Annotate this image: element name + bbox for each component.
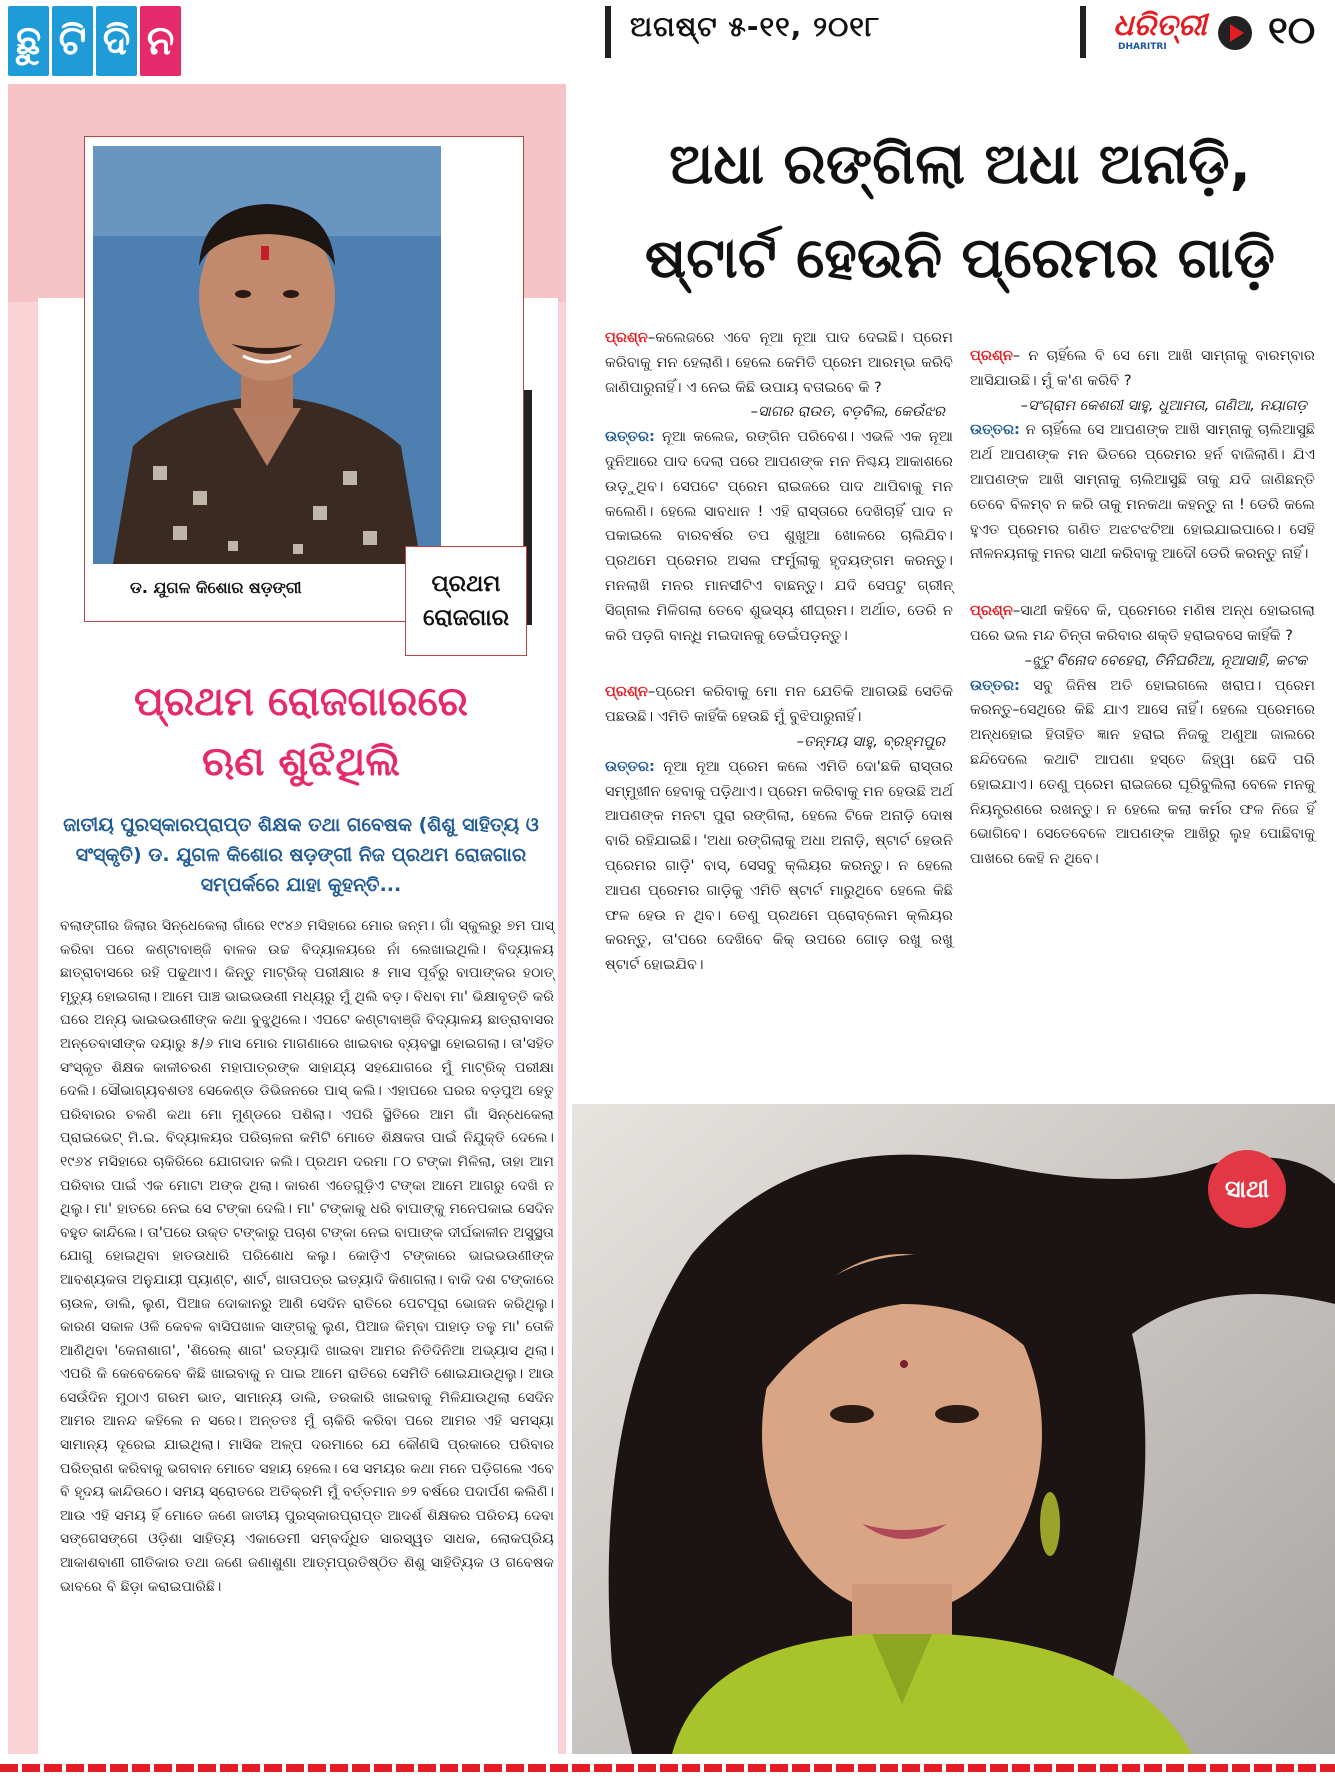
question-sender: –ସଂଗ୍ରାମ କେଶରୀ ସାହୁ, ଧୁଆମତା, ଗଣିଆ, ନୟାଗଡ଼ <box>1020 396 1307 414</box>
play-icon <box>1218 16 1252 50</box>
masthead-divider <box>605 6 611 58</box>
question-sender: –ସାଗର ରାଉତ, ବଡ଼ବିଲ, କେଉଁଝର <box>750 403 945 421</box>
question-label: ପ୍ରଶ୍ନ <box>970 347 1013 364</box>
masthead-divider <box>1080 6 1086 58</box>
qa-entry <box>970 599 1315 872</box>
question-sender: –ତନ୍ମୟ ସାହୁ, ବ୍ରହ୍ମପୁର <box>796 732 945 750</box>
answer-label: ଉତ୍ତର: <box>970 676 1020 694</box>
qa-entry <box>970 344 1315 567</box>
question <box>970 344 1315 394</box>
question-label: ପ୍ରଶ୍ନ <box>605 683 648 701</box>
question <box>970 599 1315 649</box>
answer <box>970 674 1315 872</box>
logo-letter: ଦି <box>96 6 137 76</box>
logo-letter: ଟି <box>52 6 93 76</box>
answer-label: ଉତ୍ତର: <box>970 421 1020 439</box>
qa-entry <box>605 326 953 648</box>
answer-label: ଉତ୍ତର: <box>605 428 655 446</box>
answer-text: ନ ଚାହିଁଲେ ସେ ଆପଣଙ୍କ ଆଖି ସାମ୍ନାକୁ ଚାଲିଆସୁଛି ଅର୍ଥ ଆପଣଙ୍କ ମନ ଭିତରେ ପ୍ରେମର ହର୍ନ ବାଜିଲାଣି। ଯିଏ ଆପଣଙ୍କ ଆଖି ସାମ୍ନାକୁ ଚାଲିଆସୁଛି ତାକୁ ଯଦି ଜାଣିଛନ୍ତି ତେବେ ବିଳମ୍ବ ନ କରି ତାକୁ ମନକଥା କହନ୍ତୁ ନା ! ଡେରି କଲେ ହୁଏତ ପ୍ରେମର ଗଣିତ ଅଝଟଝଟିଆ ହୋଇଯାଇପାରେ। ସେହି ନୀଳନୟନାକୁ ମନର ସାଥୀ କରିବାକୁ ଆଦୌ ଡେରି କରନ୍ତୁ ନାହିଁ। <box>970 421 1316 563</box>
question-sender: –ଝୁଟୁ ବିନୋଦ ବେହେରା, ତିନିଘରିଆ, ନୂଆସାହି, କଟକ <box>1024 651 1307 669</box>
question-text: –ସାଥୀ କହିବେ କି, ପ୍ରେମରେ ମଣିଷ ଅନ୍ଧ ହୋଇଗଲା ପରେ ଭଲ ମନ୍ଦ ଚିନ୍ତା କରିବାର ଶକ୍ତି ହରାଇବସେ କାହିଁକି ? <box>970 602 1315 644</box>
portrait-caption: ଡ. ଯୁଗଳ କିଶୋର ଷଡ଼ଙ୍ଗୀ <box>130 578 302 597</box>
qa-entry <box>605 680 953 978</box>
logo-letter: ନ <box>140 6 181 76</box>
left-intro: ଜାତୀୟ ପୁରସ୍କାରପ୍ରାପ୍ତ ଶିକ୍ଷକ ତଥା ଗବେଷକ (ଶିଶୁ ସାହିତ୍ୟ ଓ ସଂସ୍କୃତି) ଡ. ଯୁଗଳ କିଶୋର ଷଡ଼ଙ୍ଗୀ ନିଜ ପ୍ରଥମ ରୋଜଗାର ସମ୍ପର୍କରେ ଯାହା କୁହନ୍ତି... <box>63 814 539 896</box>
question <box>605 326 953 400</box>
left-headline <box>56 672 546 792</box>
question-text: – ନ ଚାହିଁଲେ ବି ସେ ମୋ ଆଖି ସାମ୍ନାକୁ ବାରମ୍ବାର ଆସିଯାଉଛି। ମୁଁ କ'ଣ କରିବି ? <box>970 347 1315 389</box>
answer-text: ସବୁ ଜିନିଷ ଅତି ହୋଇଗଲେ ଖରାପ। ପ୍ରେମ କରନ୍ତୁ–ସେଥିରେ କିଛି ଯାଏ ଆସେ ନାହିଁ। ହେଲେ ପ୍ରେମରେ ଅନ୍ଧହୋଇ ହିତାହିତ ଜ୍ଞାନ ହରାଇ ନିଜକୁ ଅଣୁଆ ଜାଲରେ ଛନ୍ଦିଦେଲେ କଥାଟି ଆପଣା ହସ୍ତେ ଜିହ୍ୱା ଛେଦି ପରି ହୋଇଯାଏ। ତେଣୁ ପ୍ରେମ ରାଇଜରେ ଘୂରିବୁଲିଲା ବେଳେ ମନକୁ ନିୟନ୍ତ୍ରଣରେ ରଖନ୍ତୁ। ନ ହେଲେ କଲା କର୍ମର ଫଳ ନିଜେ ହିଁ ଭୋଗିବେ। ସେତେବେଳେ ଆପଣଙ୍କ ଆଖିରୁ ଲୁହ ପୋଛିବାକୁ ପାଖରେ କେହି ନ ଥିବେ। <box>970 676 1315 868</box>
question-text: –କଲେଜରେ ଏବେ ନୂଆ ନୂଆ ପାଦ ଦେଇଛି। ପ୍ରେମ କରିବାକୁ ମନ ହେଲାଣି। ହେଲେ କେମିତି ପ୍ରେମ ଆରମ୍ଭ କରିବି ଜାଣିପାରୁନାହିଁ। ଏ ନେଇ କିଛି ଉପାୟ ବତାଇବେ କି ? <box>605 329 953 396</box>
question-text: –ପ୍ରେମ କରିବାକୁ ମୋ ମନ ଯେତିକି ଆଗଉଛି ସେତିକି ପଛଉଛି। ଏମିତି କାହିଁକି ହେଉଛି ମୁଁ ବୁଝିପାରୁନାହିଁ। <box>605 683 953 726</box>
main-headline <box>600 118 1320 306</box>
answer-text: ନୂଆ କଲେଜ, ରଙ୍ଗିନ ପରିବେଶ। ଏଭଳି ଏକ ନୂଆ ଦୁନିଆରେ ପାଦ ଦେଲା ପରେ ଆପଣଙ୍କ ମନ ନିଶ୍ଚୟ ଆକାଶରେ ଉଡ଼ୁଥିବ। ସେପଟେ ପ୍ରେମ ରାଇଜରେ ପାଦ ଥାପିବାକୁ ମନ କଲେଣି। ହେଲେ ସାବଧାନ ! ଏହି ରାସ୍ତାରେ ଦେଖିଚାହିଁ ପାଦ ନ ପକାଇଲେ ବାରବର୍ଷର ତପ ଶୁଖୁଆ ଖୋଳରେ ଚାଲିଯିବ। ପ୍ରଥମେ ପ୍ରେମର ଅସଲ ଫର୍ମୁଲାକୁ ହୃଦୟଙ୍ଗମ କରନ୍ତୁ। ମନଲାଖି ମନର ମାନସୀଟିଏ ବାଛନ୍ତୁ। ଯଦି ସେପଟୁ ଗ୍ରୀନ୍ ସିଗ୍ନାଲ ମିଳିଗଲା ତେବେ ଶୁଭସ୍ୟ ଶୀଘ୍ରମ। ଅର୍ଥାତ, ଡେରି ନ କରି ପଡ଼ଗି ବାନ୍ଧି ମଇଦାନକୁ ଡେଇଁପଡ଼ନ୍ତୁ। <box>605 428 953 644</box>
question <box>605 680 953 730</box>
left-headline-line: ପ୍ରଥମ ରୋଜଗାରରେ <box>133 679 468 725</box>
issue-date: ଅଗଷ୍ଟ ୫-୧୧, ୨୦୧୮ <box>630 10 881 43</box>
logo-letter: ଛୁ <box>8 6 49 76</box>
left-article-body: ବଲାଙ୍ଗୀର ଜିଲାର ସିନ୍ଧେକେଲା ଗାଁରେ ୧୯୪୬ ମସିହାରେ ମୋର ଜନ୍ମ। ଗାଁ ସ୍କୁଲରୁ ୭ମ ପାସ୍ କରିବା ପରେ କଣ୍ଟାବାଞ୍ଜି ବାଳକ ଉଚ୍ଚ ବିଦ୍ୟାଳୟରେ ନାଁ ଲେଖାଇଥିଲି। ବିଦ୍ୟାଳୟ ଛାତ୍ରାବାସରେ ରହି ପଢୁଥାଏ। କିନ୍ତୁ ମାଟ୍ରିକ୍ ପରୀକ୍ଷାର ୫ ମାସ ପୂର୍ବରୁ ବାପାଙ୍କର ହଠାତ୍ ମୃତ୍ୟୁ ହୋଇଗଲା। ଆମେ ପାଞ୍ଚ ଭାଇଭଉଣୀ ମଧ୍ୟରୁ ମୁଁ ଥିଲି ବଡ଼। ବିଧବା ମା' ଭିକ୍ଷାବୃତ୍ତି କରି ଘରେ ଅନ୍ୟ ଭାଇଭଉଣୀଙ୍କ କଥା ବୁଝୁଥିଲେ। ଏପଟେ କଣ୍ଟାବାଞ୍ଜି ବିଦ୍ୟାଳୟ ଛାତ୍ରାବାସର ଅନ୍ତେବାସୀଙ୍କ ଦୟାରୁ ୫/୬ ମାସ ମୋର ମାଗଣାରେ ଖାଇବାର ବ୍ୟବସ୍ଥା ହୋଇଗଲା। ତା'ସହିତ ସଂସ୍କୃତ ଶିକ୍ଷକ କାଳୀଚରଣ ମହାପାତ୍ରଙ୍କ ସାହାଯ୍ୟ ସହଯୋଗରେ ମୁଁ ମାଟ୍ରିକ୍ ପରୀକ୍ଷା ଦେଲି। ସୌଭାଗ୍ୟବଶତଃ ସେକେଣ୍ଡ ଡିଭିଜନରେ ପାସ୍ କଲି। ଏହାପରେ ଘରର ବଡ଼ପୁଅ ହେତୁ ପରିବାରର ଚଳଣି କଥା ମୋ ମୁଣ୍ଡରେ ପଶିଲା। ଏପରି ସ୍ଥିତିରେ ଆମ ଗାଁ ସିନ୍ଧେକେଲା ପ୍ରାଇଭେଟ୍ ମି.ଇ. ବିଦ୍ୟାଳୟର ପରିଚାଳନା କମିଟି ମୋତେ ଶିକ୍ଷକତା ପାଇଁ ନିଯୁକ୍ତି ଦେଲେ। ୧୯୬୪ ମସିହାରେ ଚାକିରିରେ ଯୋଗଦାନ କଲି। ପ୍ରଥମ ଦରମା ୮୦ ଟଙ୍କା ମିଳିଲା, ତାହା ଆମ ପରିବାର ପାଇଁ ଏକ ମୋଟା ଅଙ୍କ ଥିଲା। କାରଣ ଏତେଗୁଡ଼ିଏ ଟଙ୍କା ଆମେ ଆଗରୁ ଦେଖି ନ ଥିଲୁ। ମା' ହାତରେ ନେଇ ସେ ଟଙ୍କା ଦେଲି। ମା' ଟଙ୍କାକୁ ଧରି ବାପାଙ୍କୁ ମନେପକାଇ ସେଦିନ ବହୁତ କାନ୍ଦିଲେ। ତା'ପରେ ଉକ୍ତ ଟଙ୍କାରୁ ପଚାଶ ଟଙ୍କା ନେଇ ବାପାଙ୍କ ଦୀର୍ଘକାଳୀନ ଅସୁସ୍ଥତା ଯୋଗୁ ହୋଇଥିବା ହାତଉଧାରି ପରିଶୋଧ କଲୁ। କୋଡ଼ିଏ ଟଙ୍କାରେ ଭାଇଭଉଣୀଙ୍କ ଆବଶ୍ୟକତା ଅନୁଯାୟୀ ପ୍ୟାଣ୍ଟ, ଶାର୍ଟ, ଖାତାପତ୍ର ଇତ୍ୟାଦି କିଣାଗଲା। ବାକି ଦଶ ଟଙ୍କାରେ ଚାଉଳ, ଡାଲି, ଲୁଣ, ପିଆଜ ଦୋକାନରୁ ଆଣି ସେଦିନ ରାତିରେ ପେଟପୂରା ଭୋଜନ କରିଥିଲୁ। କାରଣ ସକାଳ ଓଳି କେବଳ ବାସିପଖାଳ ସାଙ୍ଗକୁ ଲୁଣ, ପିଆଜ କିମ୍ବା ପାହାଡ଼ ତଳୁ ମା' ତୋଳି ଆଣିଥିବା 'କେନାଶାଗ', 'ଶିରେଲ୍ ଶାଗ' ଇତ୍ୟାଦି ଖାଇବା ଆମର ନିତିଦିନିଆ ଅଭ୍ୟାସ ଥିଲା। ଏପରି କି କେବେକେବେ କିଛି ଖାଇବାକୁ ନ ପାଇ ଆମେ ରାତିରେ ସେମିତି ଶୋଇଯାଉଥିଲୁ। ଆଉ ସେଉଁଦିନ ମୁଠାଏ ଗରମ ଭାତ, ସାମାନ୍ୟ ଡାଲି, ତରକାରି ଖାଇବାକୁ ମିଳିଯାଉଥିଲା ସେଦିନ ଆମର ଆନନ୍ଦ କହିଲେ ନ ସରେ। ଅନ୍ତତଃ ମୁଁ ଚାକିରି କରିବା ପରେ ଆମର ଏହି ସମସ୍ୟା ସାମାନ୍ୟ ଦୂରେଇ ଯାଇଥିଲା। ମାସିକ ଅଳ୍ପ ଦରମାରେ ଯେ କୌଣସି ପ୍ରକାରେ ପରିବାର ପରିତ୍ରାଣ କରିବାକୁ ଭଗବାନ ମୋତେ ସହାୟ ହେଲେ। ସେ ସମୟର କଥା ମନେ ପଡ଼ିଗଲେ ଏବେ ବି ହୃଦୟ କାନ୍ଦିଉଠେ। ସମୟ ସ୍ରୋତରେ ଅତିକ୍ରମି ମୁଁ ବର୍ତ୍ତମାନ ୭୨ ବର୍ଷରେ ପଦାର୍ପଣ କଲିଣି। ଆଉ ଏହି ସମୟ ହିଁ ମୋତେ ଜଣେ ଜାତୀୟ ପୁରସ୍କାରପ୍ରାପ୍ତ ଆଦର୍ଶ ଶିକ୍ଷକର ପରିଚୟ ଦେବା ସଙ୍ଗେସଙ୍ଗେ ଓଡ଼ିଶା ସାହିତ୍ୟ ଏକାଡେମୀ ସମ୍ବର୍ଦ୍ଧିତ ସାରସ୍ୱତ ସାଧକ, ଲୋକପ୍ରିୟ ଆକାଶବାଣୀ ଗୀତିକାର ତଥା ଜଣେ ଜଣାଶୁଣା ଆତ୍ମପ୍ରତିଷ୍ଠିତ ଶିଶୁ ସାହିତ୍ୟିକ ଓ ଗବେଷକ ଭାବରେ ବି ଛିଡ଼ା କରାଇପାରିଛି। <box>60 918 554 1595</box>
footer-rule <box>0 1764 1335 1772</box>
column-tag-line: ରୋଜଗାର <box>422 605 510 631</box>
question-label: ପ୍ରଶ୍ନ <box>605 329 648 346</box>
answer <box>970 418 1315 567</box>
qa-column <box>970 344 1315 886</box>
left-headline-line: ଋଣ ଶୁଝିଥିଲି <box>201 739 401 785</box>
question-label: ପ୍ରଶ୍ନ <box>970 602 1013 620</box>
main-headline-line: ଷ୍ଟାର୍ଟ ହେଉନି ପ୍ରେମର ଗାଡ଼ି <box>644 226 1276 291</box>
answer <box>605 755 953 978</box>
answer-label: ଉତ୍ତର: <box>605 757 655 775</box>
paper-logo: ଧରିତ୍ରୀ <box>1113 8 1207 43</box>
author-portrait <box>93 146 441 564</box>
column-tag <box>405 546 527 656</box>
companion-badge: ସାଥୀ <box>1208 1150 1286 1228</box>
qa-column <box>605 326 953 992</box>
masthead <box>0 0 1335 82</box>
paper-logo-latin: DHARITRI <box>1118 42 1167 52</box>
section-logo <box>8 6 184 76</box>
answer-text: ନୂଆ ନୂଆ ପ୍ରେମ କଲେ ଏମିତି ଦୋ'ଛକି ରାସ୍ତାର ସମ୍ମୁଖୀନ ହେବାକୁ ପଡ଼ିଥାଏ। ପ୍ରେମ କରିବାକୁ ମନ ହେଉଛି ଅର୍ଥ ଆପଣଙ୍କ ମନଟା ପୁରା ରଙ୍ଗିଲା, ହେଲେ ଟିକେ ଅନାଡ଼ି ଦୋଷ ବାରି ରହିଯାଇଛି। 'ଅଧା ରଙ୍ଗିଲାକୁ ଅଧା ଅନାଡ଼ି, ଷ୍ଟାର୍ଟ ହେଉନି ପ୍ରେମର ଗାଡ଼ି' ବାସ୍, ସେସବୁ କ୍ଲିୟର କରନ୍ତୁ। ନ ହେଲେ ଆପଣ ପ୍ରେମର ଗାଡ଼ିକୁ ଏମିତି ଷ୍ଟାର୍ଟ ମାରୁଥିବେ ହେଲେ କିଛି ଫଳ ହେଉ ନ ଥିବ। ତେଣୁ ପ୍ରଥମେ ପ୍ରୋବ୍ଲେମ କ୍ଲିୟର କରନ୍ତୁ, ତା'ପରେ ଦେଖିବେ କିକ୍ ଉପରେ ଗୋଡ଼ ରଖୁ ରଖୁ ଷ୍ଟାର୍ଟ ହୋଇଯିବ। <box>605 757 953 974</box>
answer <box>605 425 953 648</box>
column-tag-line: ପ୍ରଥମ <box>431 571 501 597</box>
page-number: ୧୦ <box>1268 8 1316 52</box>
main-headline-line: ଅଧା ରଙ୍ଗିଲା ଅଧା ଅନାଡ଼ି, <box>669 132 1251 197</box>
